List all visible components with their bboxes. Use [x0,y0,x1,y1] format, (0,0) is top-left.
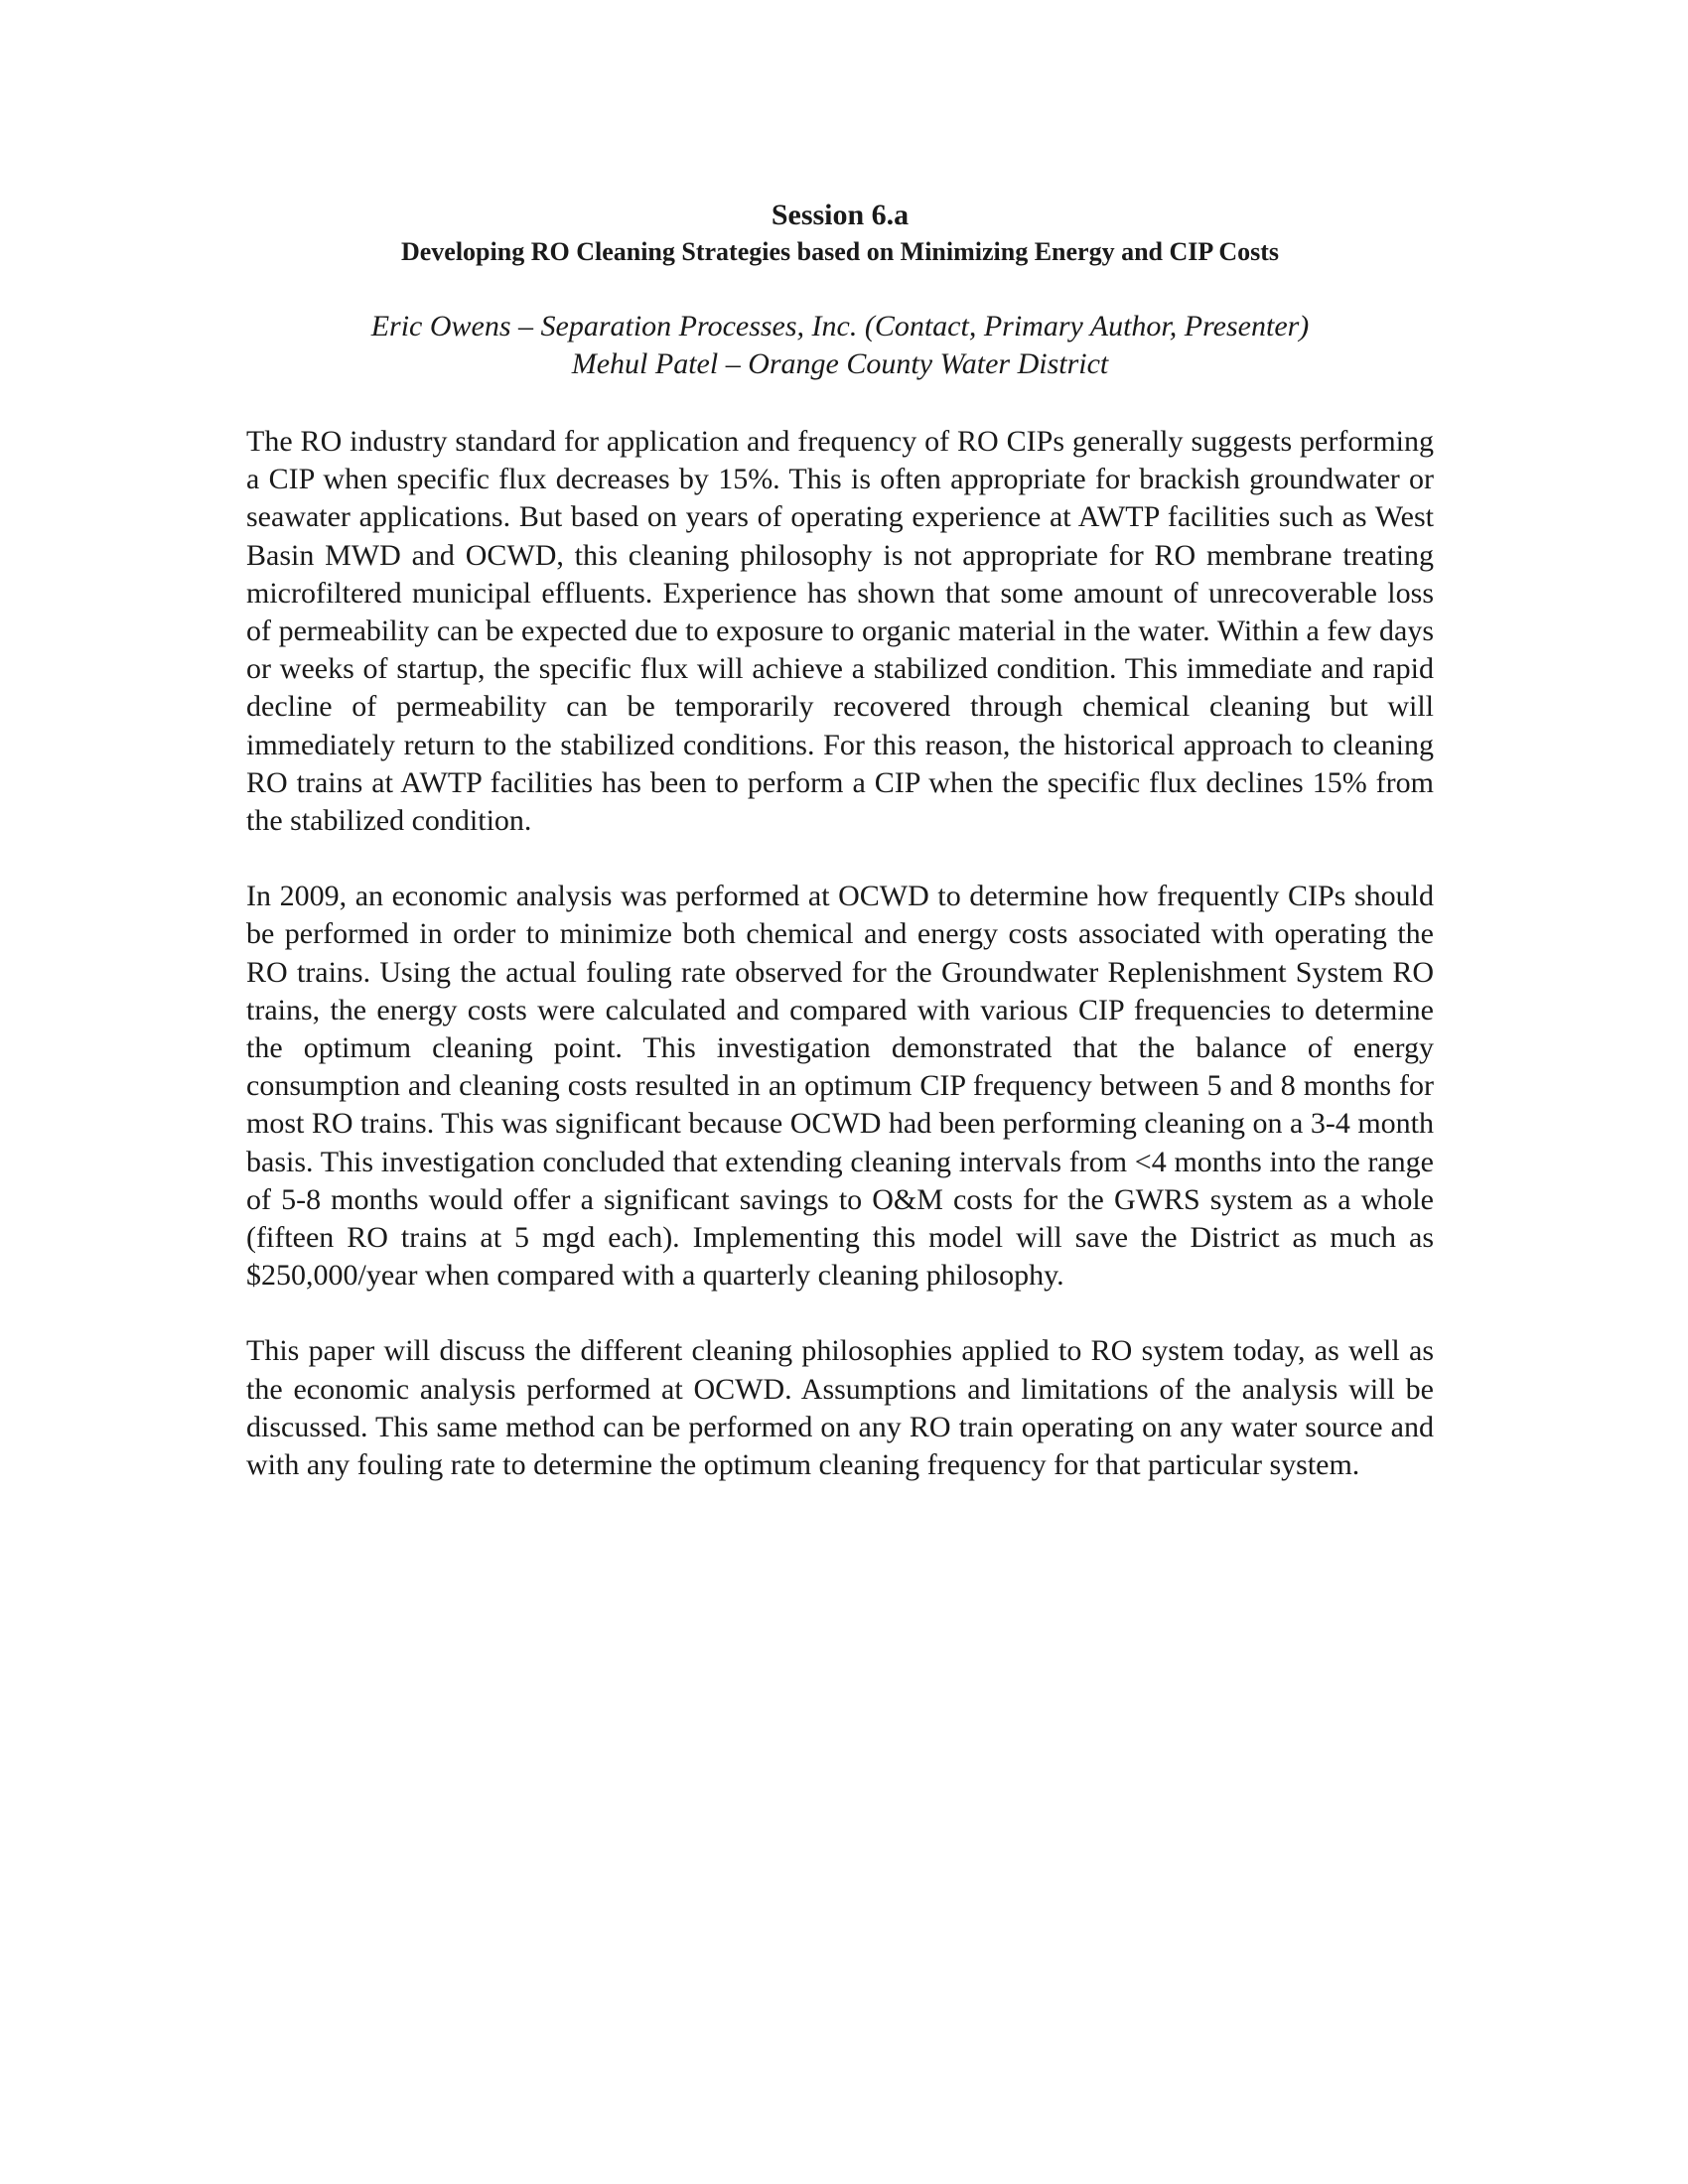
header [246,197,1434,270]
author-secondary: Mehul Patel – Orange County Water District [571,347,1109,380]
paragraph-1: The RO industry standard for application and frequency of RO CIPs generally suggests performing a CIP when specific flux decreases by 15%. This is often appropriate for brackish groundwater or seawater applications. But based on years of operating experience at AWTP facilities such as West Basin MWD and OCWD, this cleaning philosophy is not appropriate for RO membrane treating microfiltered municipal effluents. Experience has shown that some amount of unrecoverable loss of permeability can be expected due to exposure to organic material in the water. Within a few days or weeks of startup, the specific flux will achieve a stabilized condition. This immediate and rapid decline of permeability can be temporarily recovered through chemical cleaning but will immediately return to the stabilized conditions. For this reason, the historical approach to cleaning RO trains at AWTP facilities has been to perform a CIP when the specific flux declines 15% from the stabilized condition. [246,425,1434,838]
author-primary: Eric Owens – Separation Processes, Inc. (Contact, Primary Author, Presenter) [370,310,1310,342]
session-title: Session 6.a [771,199,910,231]
paragraph-3: This paper will discuss the different cleaning philosophies applied to RO system today, as well as the economic analysis performed at OCWD. Assumptions and limitations of the analysis will be discussed. This same method can be performed on any RO train operating on any water source and with any fouling rate to determine the optimum cleaning frequency for that particular system. [246,1334,1434,1482]
abstract-body [246,423,1434,1522]
author-list [246,308,1434,383]
paper-title: Developing RO Cleaning Strategies based on Minimizing Energy and CIP Costs [400,237,1280,266]
paragraph-2: In 2009, an economic analysis was performed at OCWD to determine how frequently CIPs should be performed in order to minimize both chemical and energy costs associated with operating the RO trains. Using the actual fouling rate observed for the Groundwater Replenishment System RO trains, the energy costs were calculated and compared with various CIP frequencies to determine the optimum cleaning point. This investigation demonstrated that the balance of energy consumption and cleaning costs resulted in an optimum CIP frequency between 5 and 8 months for most RO trains. This was significant because OCWD had been performing cleaning on a 3-4 month basis. This investigation concluded that extending cleaning intervals from <4 months into the range of 5-8 months would offer a significant savings to O&M costs for the GWRS system as a whole (fifteen RO trains at 5 mgd each). Implementing this model will save the District as much as $250,000/year when compared with a quarterly cleaning philosophy. [246,880,1434,1293]
